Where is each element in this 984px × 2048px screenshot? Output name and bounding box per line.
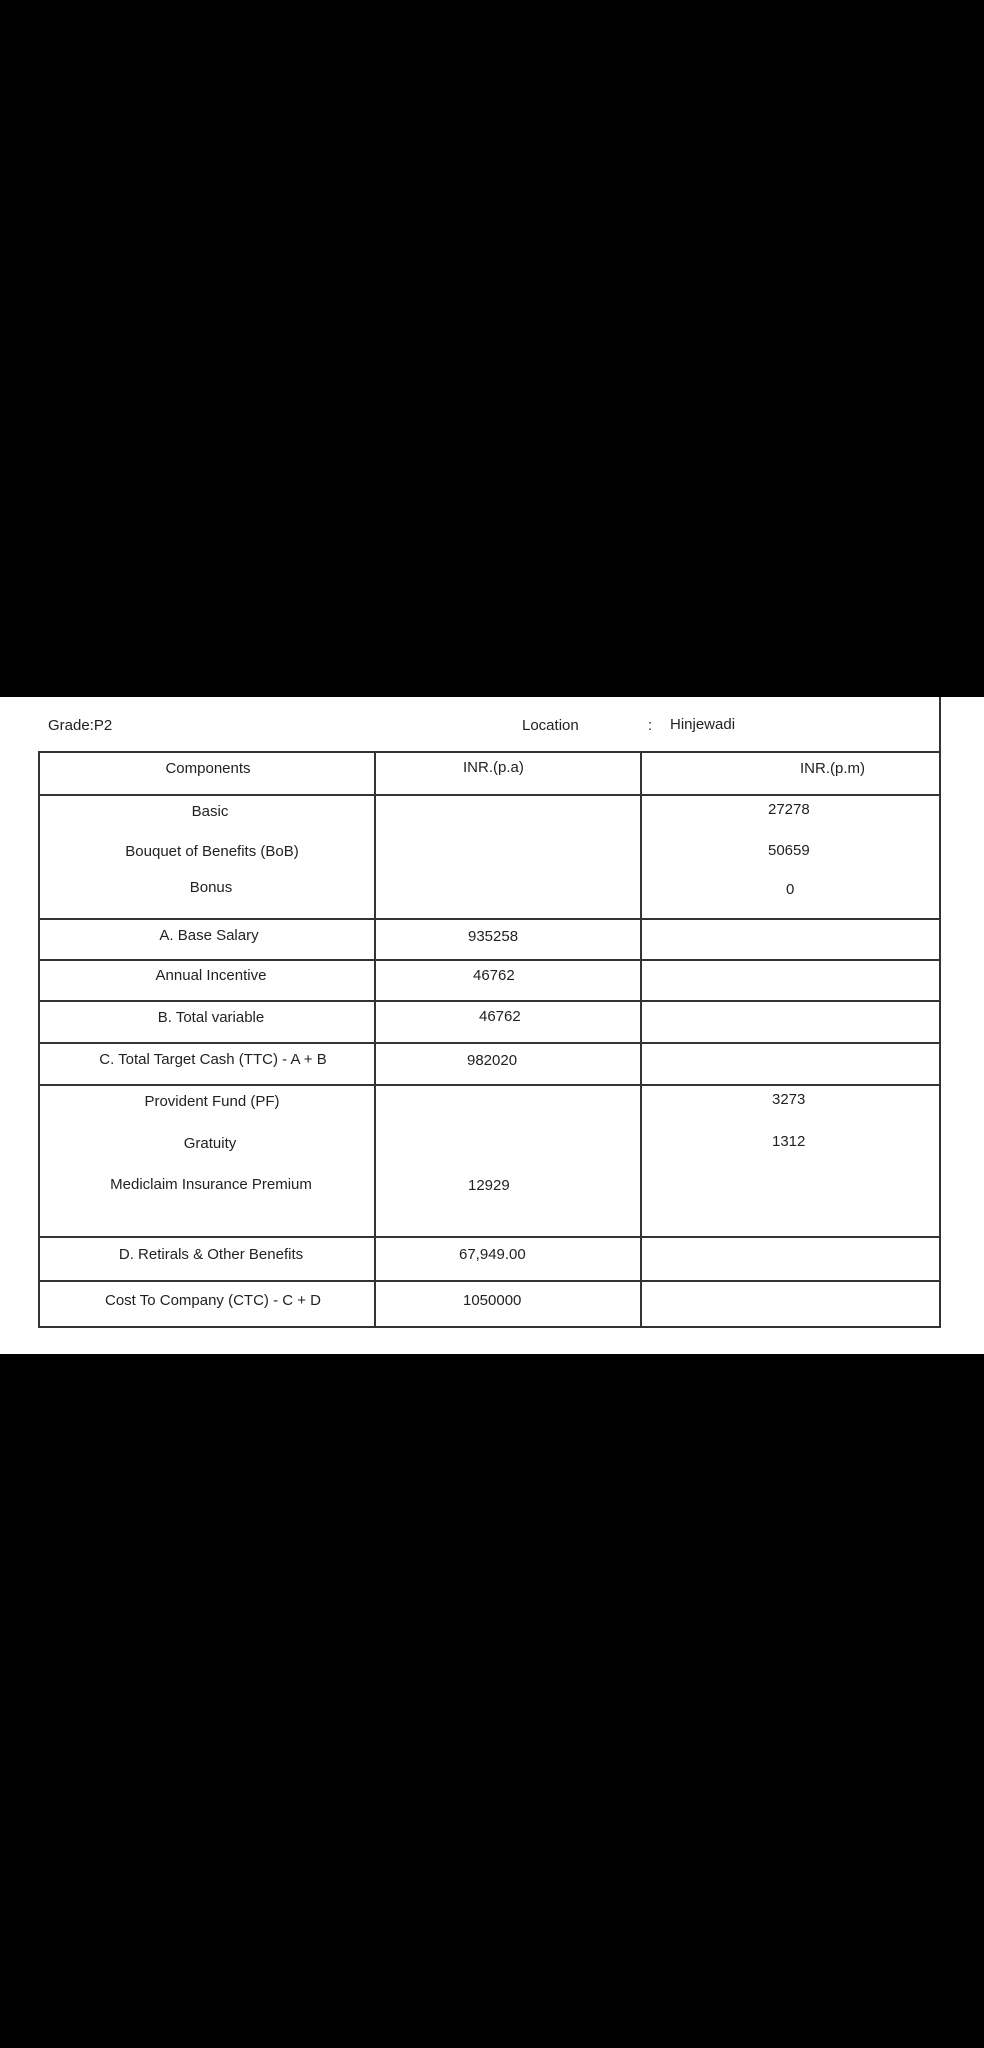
row-basic-pm: 27278 [768, 801, 810, 818]
row-total-variable-pa: 46762 [479, 1008, 521, 1025]
row-line-1 [38, 794, 941, 796]
row-gratuity-label: Gratuity [183, 1135, 237, 1152]
header-inr-pm: INR.(p.m) [800, 760, 865, 777]
row-line-7 [38, 1236, 941, 1238]
row-retirals-label: D. Retirals & Other Benefits [118, 1246, 304, 1263]
row-base-salary-label: A. Base Salary [159, 927, 259, 944]
row-annual-incentive-pa: 46762 [473, 967, 515, 984]
row-line-4 [38, 1000, 941, 1002]
row-line-5 [38, 1042, 941, 1044]
table-border-left [38, 751, 40, 1328]
row-ttc-label: C. Total Target Cash (TTC) - A + B [99, 1051, 327, 1068]
row-annual-incentive-label: Annual Incentive [155, 967, 267, 984]
row-mediclaim-label: Mediclaim Insurance Premium [110, 1176, 312, 1193]
row-total-variable-label: B. Total variable [157, 1009, 265, 1026]
location-label: Location [522, 717, 579, 734]
column-divider-1 [374, 751, 376, 1328]
row-ctc-label: Cost To Company (CTC) - C + D [104, 1292, 322, 1309]
row-mediclaim-pa: 12929 [468, 1177, 510, 1194]
row-line-8 [38, 1280, 941, 1282]
row-line-top [38, 751, 941, 753]
row-line-bottom [38, 1326, 941, 1328]
row-basic-label: Basic [191, 803, 229, 820]
row-line-2 [38, 918, 941, 920]
row-gratuity-pm: 1312 [772, 1133, 806, 1150]
row-retirals-pa: 67,949.00 [459, 1246, 526, 1263]
row-line-3 [38, 959, 941, 961]
header-inr-pa: INR.(p.a) [463, 759, 524, 776]
row-bob-label: Bouquet of Benefits (BoB) [125, 843, 299, 860]
grade-label: Grade:P2 [48, 717, 113, 734]
row-ttc-pa: 982020 [467, 1052, 518, 1069]
header-components: Components [165, 760, 251, 777]
offer-letter-document [0, 697, 984, 1354]
table-border-right [939, 697, 941, 1328]
row-line-6 [38, 1084, 941, 1086]
location-separator: : [648, 717, 653, 734]
column-divider-2 [640, 751, 642, 1328]
row-bob-pm: 50659 [768, 842, 810, 859]
row-bonus-label: Bonus [189, 879, 233, 896]
row-pf-pm: 3273 [772, 1091, 806, 1108]
row-pf-label: Provident Fund (PF) [144, 1093, 280, 1110]
row-ctc-pa: 1050000 [463, 1292, 522, 1309]
location-value: Hinjewadi [670, 716, 736, 733]
row-bonus-pm: 0 [786, 881, 795, 898]
row-base-salary-pa: 935258 [468, 928, 519, 945]
